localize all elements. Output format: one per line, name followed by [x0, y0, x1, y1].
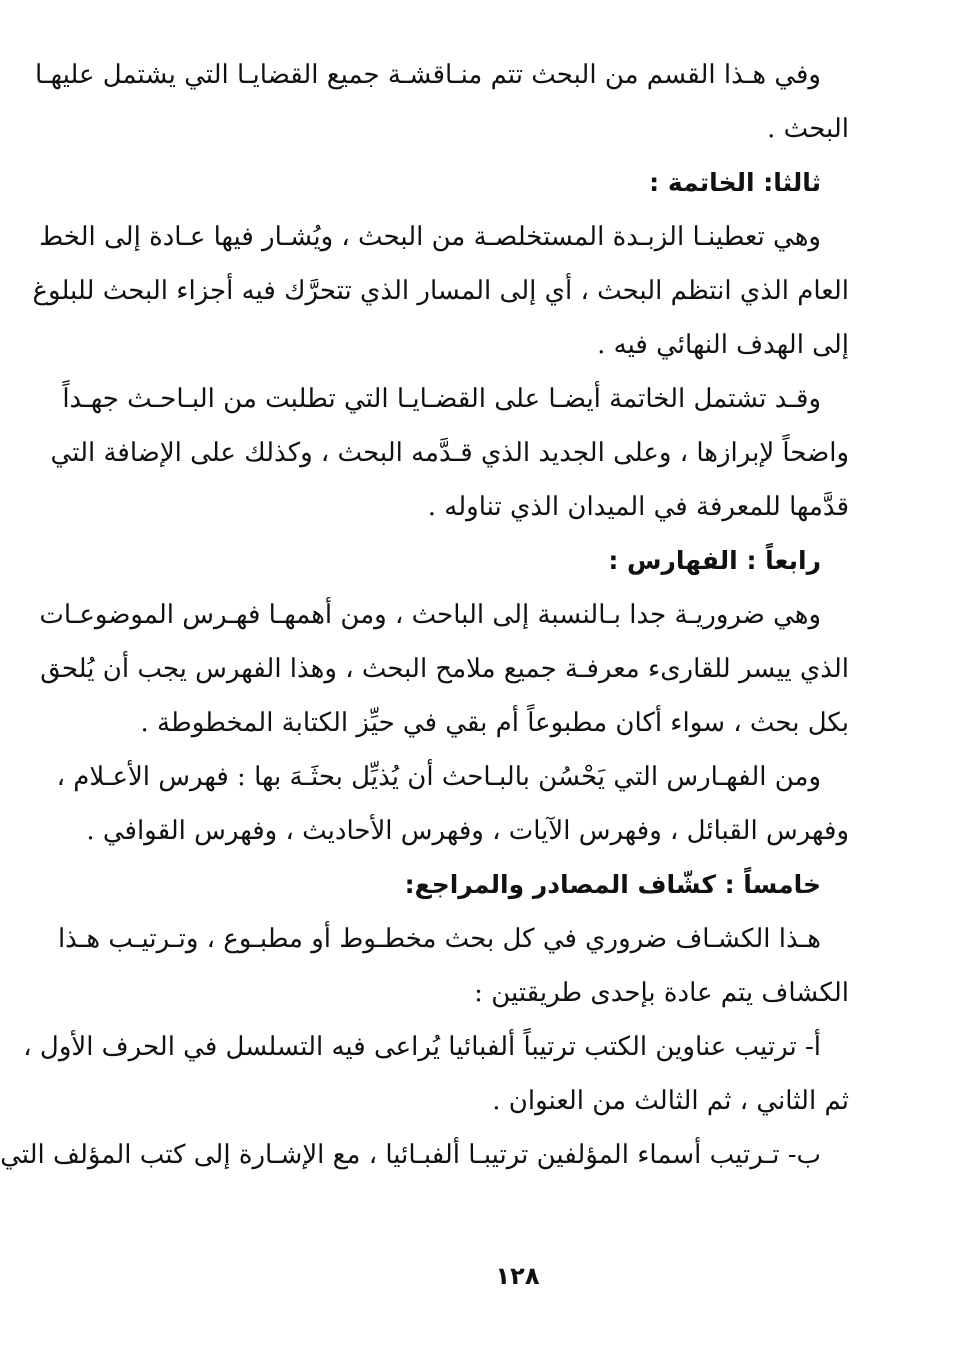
section-heading-sources: خامساً : كشّاف المصادر والمراجع:: [404, 870, 821, 899]
body-line: إلى الهدف النهائي فيه .: [597, 330, 849, 360]
body-line: وقـد تشتمل الخاتمة أيضـا على القضـايـا التي تطلبت من البـاحـث جهـداً: [62, 384, 821, 414]
body-line: ثم الثاني ، ثم الثالث من العنوان .: [492, 1086, 849, 1116]
body-line: البحث .: [767, 114, 849, 144]
body-line: الذي ييسر للقارىء معرفـة جميع ملامح البحث ، وهذا الفهرس يجب أن يُلحق: [40, 654, 849, 684]
body-line: وفهرس القبائل ، وفهرس الآيات ، وفهرس الأحاديث ، وفهرس القوافي .: [86, 816, 849, 846]
body-line: واضحاً لإبرازها ، وعلى الجديد الذي قـدَّمه البحث ، وكذلك على الإضافة التي: [50, 438, 849, 468]
body-line: ومن الفهـارس التي يَحْسُن بالبـاحث أن يُذيِّل بحثَـهَ بها : فهرس الأعـلام ،: [56, 762, 821, 792]
section-heading-conclusion: ثالثا: الخاتمة :: [649, 168, 821, 197]
page-body: [0, 48, 849, 1182]
section-heading-indexes: رابعاً : الفهارس :: [608, 546, 821, 575]
body-line: قدَّمها للمعرفة في الميدان الذي تناوله .: [427, 492, 849, 522]
body-line: الكشاف يتم عادة بإحدى طريقتين :: [474, 978, 849, 1008]
body-line: وهي تعطينـا الزبـدة المستخلصـة من البحث ، ويُشـار فيها عـادة إلى الخط: [39, 222, 821, 252]
list-item-a: أ- ترتيب عناوين الكتب ترتيباً ألفبائيا يُراعى فيه التسلسل في الحرف الأول ،: [23, 1032, 821, 1062]
body-line: بكل بحث ، سواء أكان مطبوعاً أم بقي في حيِّز الكتابة المخطوطة .: [140, 708, 849, 738]
body-line: هـذا الكشـاف ضروري في كل بحث مخطـوط أو مطبـوع ، وتـرتيـب هـذا: [57, 924, 821, 954]
body-line: العام الذي انتظم البحث ، أي إلى المسار الذي تتحرَّك فيه أجزاء البحث للبلوغ: [32, 276, 849, 306]
page-number: ١٢٨: [495, 1262, 540, 1290]
body-line: وفي هـذا القسم من البحث تتم منـاقشـة جميع القضايـا التي يشتمل عليهـا: [35, 60, 821, 90]
body-line: وهي ضروريـة جدا بـالنسبة إلى الباحث ، ومن أهمهـا فهـرس الموضوعـات: [39, 600, 821, 630]
list-item-b: ب- تـرتيب أسماء المؤلفين ترتيبـا ألفبـائيا ، مع الإشـارة إلى كتب المؤلف التي: [0, 1140, 821, 1170]
